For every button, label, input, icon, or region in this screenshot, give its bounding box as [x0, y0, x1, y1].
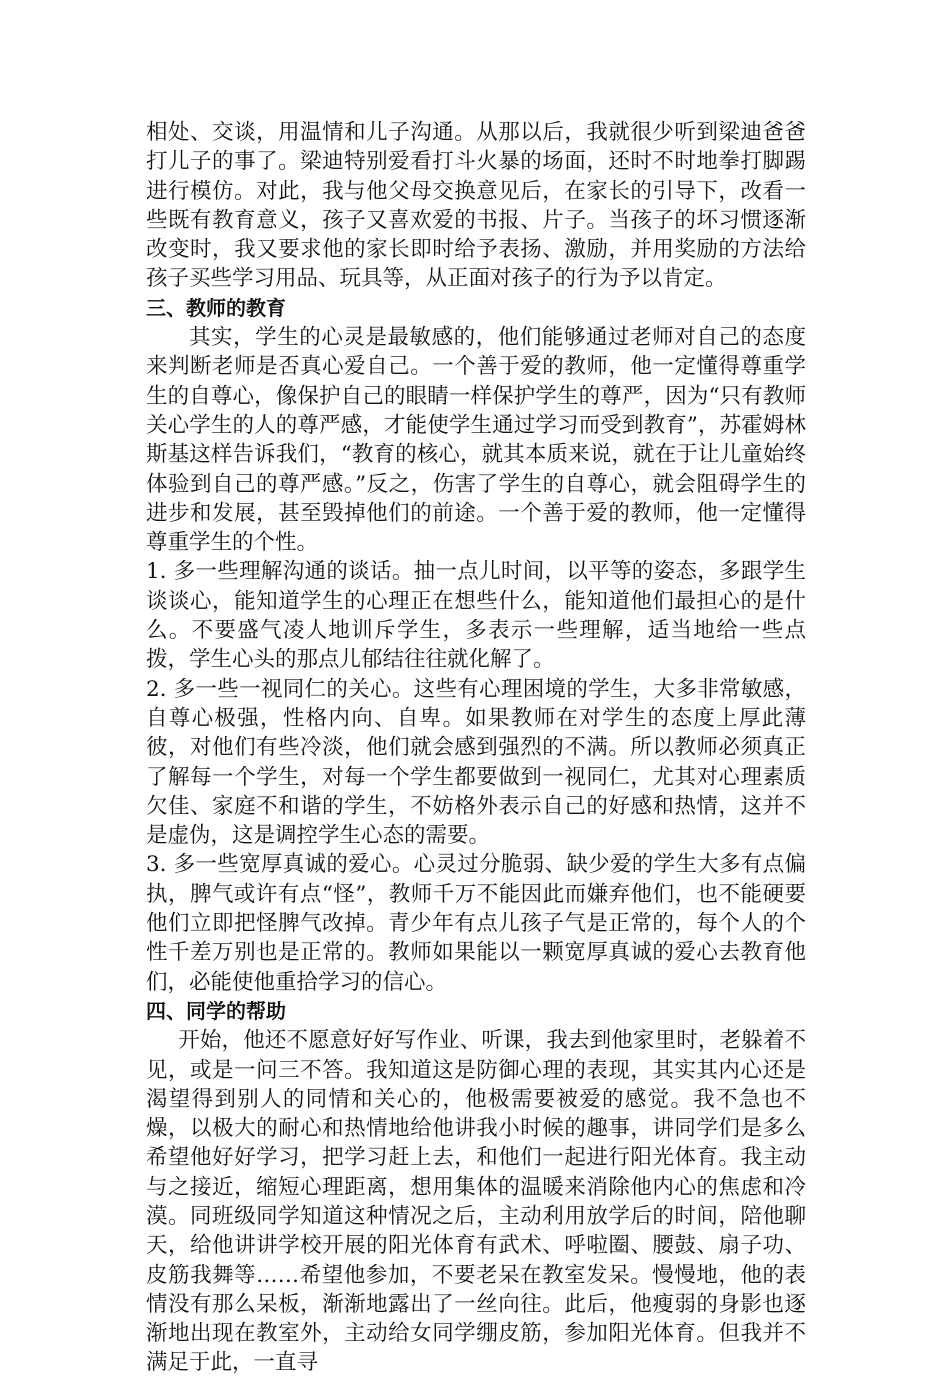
document-body — [146, 118, 806, 1378]
paragraph-teacher-respect: 其实，学生的心灵是最敏感的，他们能够通过老师对自己的态度来判断老师是否真心爱自己。一个善于爱的教师，他一定懂得尊重学生的自尊心，像保护自己的眼睛一样保护学生的尊严，因为“只有教师关心学生的人的尊严感，才能使学生通过学习而受到教育”，苏霍姆林斯基这样告诉我们，“教育的核心，就其本质来说，就在于让儿童始终体验到自己的尊严感。”反之，伤害了学生的自尊心，就会阻碍学生的进步和发展，甚至毁掉他们的前途。一个善于爱的教师，他一定懂得尊重学生的个性。 — [146, 325, 806, 556]
list-item-understanding: 1. 多一些理解沟通的谈话。抽一点儿时间，以平等的姿态，多跟学生谈谈心，能知道学生的心理正在想些什么，能知道他们最担心的是什么。不要盛气凌人地训斥学生，多表示一些理解，适当地给一些点拨，学生心头的那点儿郁结往往就化解了。 — [146, 559, 806, 673]
list-item-equal-care: 2. 多一些一视同仁的关心。这些有心理困境的学生，大多非常敏感，自尊心极强，性格内向、自卑。如果教师在对学生的态度上厚此薄彼，对他们有些冷淡，他们就会感到强烈的不满。所以教师必须真正了解每一个学生，对每一个学生都要做到一视同仁，尤其对心理素质欠佳、家庭不和谐的学生，不妨格外表示自己的好感和热情，这并不是虚伪，这是调控学生心态的需要。 — [146, 676, 806, 849]
section-heading-classmates-help: 四、同学的帮助 — [146, 998, 286, 1023]
paragraph-continuation: 相处、交谈，用温情和儿子沟通。从那以后，我就很少听到梁迪爸爸打儿子的事了。梁迪特别爱看打斗火暴的场面，还时不时地拳打脚踢进行模仿。对此，我与他父母交换意见后，在家长的引导下，改看一些既有教育意义，孩子又喜欢爱的书报、片子。当孩子的坏习惯逐渐改变时，我又要求他的家长即时给予表扬、激励，并用奖励的方法给孩子买些学习用品、玩具等，从正面对孩子的行为予以肯定。 — [146, 120, 806, 292]
section-heading-teacher-education: 三、教师的教育 — [146, 295, 286, 320]
list-item-sincere-love: 3. 多一些宽厚真诚的爱心。心灵过分脆弱、缺少爱的学生大多有点偏执，脾气或许有点“怪”，教师千万不能因此而嫌弃他们，也不能硬要他们立即把怪脾气改掉。青少年有点儿孩子气是正常的，每个人的个性千差万别也是正常的。教师如果能以一颗宽厚真诚的爱心去教育他们，必能使他重拾学习的信心。 — [146, 852, 806, 995]
paragraph-classmates-help: 开始，他还不愿意好好写作业、听课，我去到他家里时，老躲着不见，或是一问三不答。我知道这是防御心理的表现，其实其内心还是渴望得到别人的同情和关心的，他极需要被爱的感觉。我不急也不燥，以极大的耐心和热情地给他讲我小时候的趣事，讲同学们是多么希望他好好学习，把学习赶上去，和他们一起进行阳光体育。我主动与之接近，缩短心理距离，想用集体的温暖来消除他内心的焦虑和冷漠。同班级同学知道这种情况之后，主动利用放学后的时间，陪他聊天，给他讲讲学校开展的阳光体育有武术、呼啦圈、腰鼓、扇子功、皮筋我舞等……希望他参加，不要老呆在教室发呆。慢慢地，他的表情没有那么呆板，渐渐地露出了一丝向往。此后，他瘦弱的身影也逐渐地出现在教室外，主动给女同学绷皮筋，参加阳光体育。但我并不满足于此，一直寻 — [146, 1028, 806, 1376]
